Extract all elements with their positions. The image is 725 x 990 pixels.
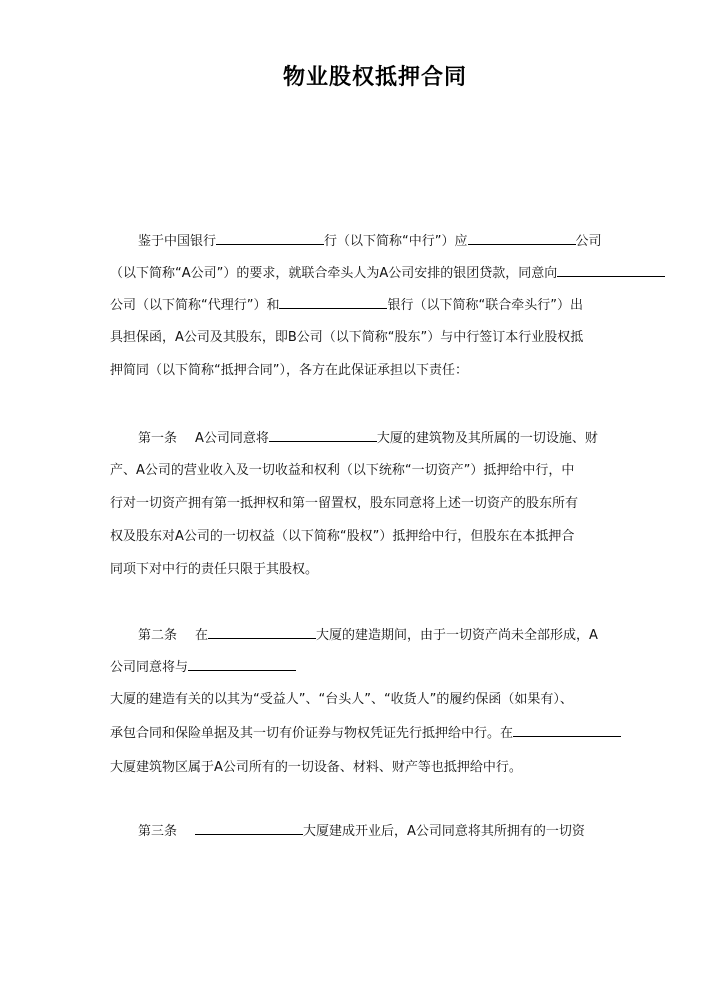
fill-blank	[216, 230, 324, 245]
fill-blank	[557, 262, 665, 277]
preamble-line-3	[110, 294, 583, 317]
fill-blank	[195, 820, 303, 835]
fill-blank	[269, 427, 377, 442]
preamble-text: 银行（以下简称“联合牵头行”）出	[387, 298, 583, 313]
article-label: 第一条	[138, 431, 178, 446]
article-label: 第二条	[138, 628, 178, 643]
article-1-line-1	[138, 427, 598, 450]
article-label: 第三条	[138, 824, 178, 839]
article-2-line-5: 大厦建筑物区属于A公司所有的一切设备、材料、财产等也抵押给中行。	[110, 760, 522, 775]
article-1-line-4: 权及股东对A公司的一切权益（以下简称“股权”）抵押给中行，但股东在本抵押合	[110, 529, 575, 544]
preamble-line-1	[138, 230, 602, 253]
preamble-text: 公司	[575, 234, 602, 249]
article-3-line-1	[138, 820, 585, 843]
article-text: A公司同意将	[195, 431, 269, 446]
article-2-line-1	[138, 624, 598, 647]
article-text: 大厦的建筑物及其所属的一切设施、财	[376, 431, 598, 446]
fill-blank	[513, 722, 621, 737]
article-text: 公司同意将与	[110, 660, 189, 675]
preamble-text: 鉴于中国银行	[138, 234, 217, 249]
fill-blank	[468, 230, 576, 245]
article-2-line-2	[110, 656, 296, 679]
article-1-line-5: 同项下对中行的责任只限于其股权。	[110, 562, 319, 577]
article-text: 大厦建成开业后，A公司同意将其所拥有的一切资	[303, 824, 585, 839]
fill-blank	[208, 624, 316, 639]
preamble-text: （以下简称“A公司”）的要求，就联合牵头人为A公司安排的银团贷款，同意向	[110, 266, 558, 281]
article-text: 承包合同和保险单据及其一切有价证券与物权凭证先行抵押给中行。在	[110, 726, 514, 741]
fill-blank	[279, 294, 387, 309]
preamble-line-4: 具担保函，A公司及其股东，即B公司（以下简称“股东”）与中行签订本行业股权抵	[110, 330, 584, 345]
preamble-line-5: 押简同（以下简称“抵押合同”），各方在此保证承担以下责任：	[110, 363, 468, 378]
document-title: 物业股权抵押合同	[282, 65, 467, 90]
article-2-line-3: 大厦的建造有关的以其为“受益人”、“台头人”、“收货人”的履约保函（如果有）、	[110, 692, 573, 707]
fill-blank	[188, 656, 296, 671]
preamble-text: 行（以下简称“中行”）应	[324, 234, 468, 249]
article-1-line-2: 产、A公司的营业收入及一切收益和权利（以下统称“一切资产”）抵押给中行，中	[110, 463, 575, 478]
article-1-line-3: 行对一切资产拥有第一抵押权和第一留置权，股东同意将上述一切资产的股东所有	[110, 496, 579, 511]
article-2-line-4	[110, 722, 621, 745]
preamble-line-2	[110, 262, 665, 285]
article-text: 大厦的建造期间，由于一切资产尚未全部形成，A	[316, 628, 598, 643]
article-text: 在	[195, 628, 209, 643]
preamble-text: 公司（以下简称“代理行”）和	[110, 298, 280, 313]
